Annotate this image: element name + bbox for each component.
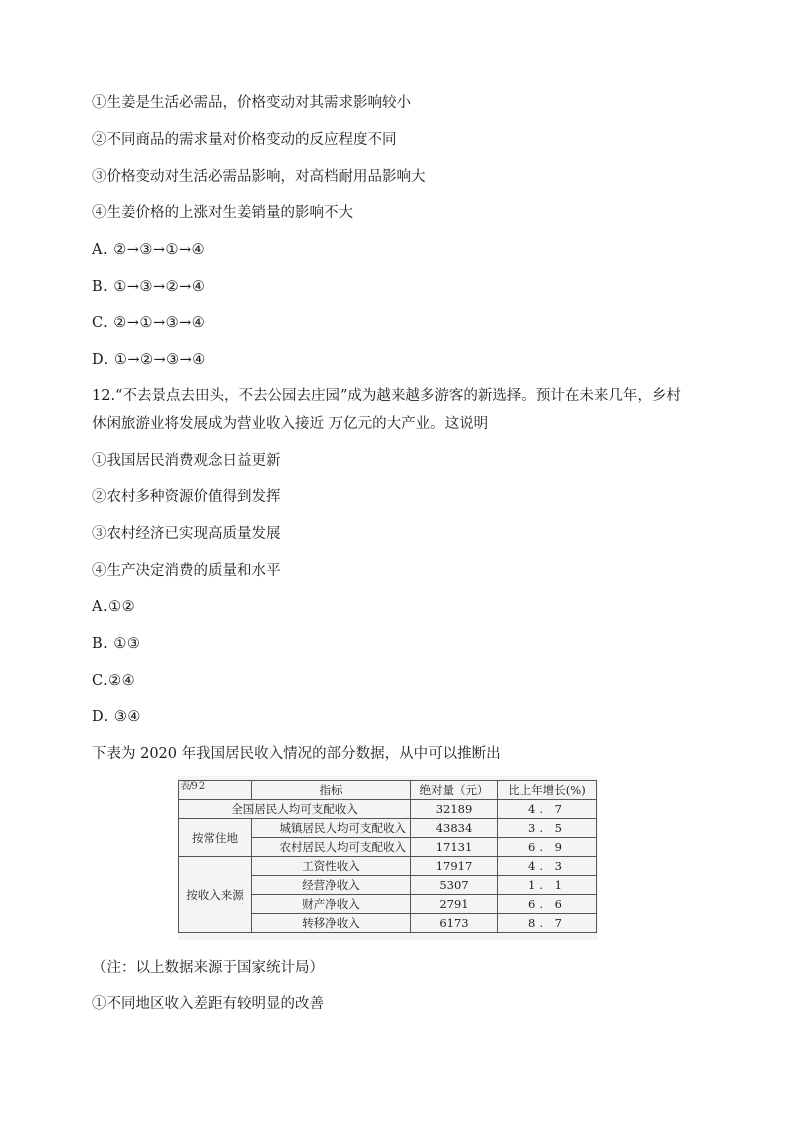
income-table-image [178,776,598,940]
table-row [179,857,597,876]
row-indicator: 工资性收入 [252,857,411,876]
q12-stem-line-1: 12.“不去景点去田头，不去公园去庄园”成为越来越多游客的新选择。预计在未来几年，乡村 [92,388,681,404]
row-indicator: 城镇居民人均可支配收入 [252,819,411,838]
row-indicator: 转移净收入 [252,914,411,933]
row-category: 按常住地 [179,819,252,857]
q11-option-b: B. ①→③→②→④ [92,279,206,295]
q11-statement-1: ①生姜是生活必需品，价格变动对其需求影响较小 [92,95,411,111]
row-growth: 8. 7 [498,914,597,933]
row-growth: 4. 7 [498,800,597,819]
header-absolute: 绝对量（元） [411,781,498,800]
table-row [179,819,597,838]
header-blank [179,781,252,800]
table-header-row [179,781,597,800]
row-indicator: 财产净收入 [252,895,411,914]
row-absolute: 17917 [411,857,498,876]
row-growth: 6. 6 [498,895,597,914]
q13-statement-1: ①不同地区收入差距有较明显的改善 [92,996,324,1012]
q12-statement-3: ③农村经济已实现高质量发展 [92,526,281,542]
q11-option-c: C. ②→①→③→④ [92,315,206,331]
q11-option-a: A. ②→③→①→④ [92,242,206,258]
q12-statement-4: ④生产决定消费的质量和水平 [92,563,281,579]
q12-statement-1: ①我国居民消费观念日益更新 [92,453,281,469]
row-absolute: 6173 [411,914,498,933]
header-growth: 比上年增长(%) [498,781,597,800]
q12-stem-line-2: 休闲旅游业将发展成为营业收入接近 万亿元的大产业。这说明 [92,416,489,432]
row-indicator: 农村居民人均可支配收入 [252,838,411,857]
row-indicator: 经营净收入 [252,876,411,895]
table-row [179,800,597,819]
row-growth: 1. 1 [498,876,597,895]
q12-option-d: D. ③④ [92,709,141,725]
row-growth: 3. 5 [498,819,597,838]
row-absolute: 32189 [411,800,498,819]
row-absolute: 43834 [411,819,498,838]
q11-option-d: D. ①→②→③→④ [92,352,206,368]
q13-stem: 下表为 2020 年我国居民收入情况的部分数据，从中可以推断出 [92,746,501,762]
q11-statement-4: ④生姜价格的上涨对生姜销量的影响不大 [92,205,353,221]
q13-note: （注：以上数据来源于国家统计局） [92,960,324,976]
q11-statement-3: ③价格变动对生活必需品影响，对高档耐用品影响大 [92,169,426,185]
row-absolute: 2791 [411,895,498,914]
q12-option-c: C.②④ [92,673,136,689]
q11-statement-2: ②不同商品的需求量对价格变动的反应程度不同 [92,132,397,148]
row-absolute: 5307 [411,876,498,895]
q12-option-b: B. ①③ [92,636,141,652]
row-growth: 6. 9 [498,838,597,857]
table-cut-label: 表/9 2 [180,781,205,792]
header-indicator: 指标 [252,781,411,800]
q12-statement-2: ②农村多种资源价值得到发挥 [92,489,281,505]
row-indicator: 全国居民人均可支配收入 [179,800,411,819]
row-growth: 4. 3 [498,857,597,876]
row-absolute: 17131 [411,838,498,857]
q12-option-a: A.①② [92,599,136,615]
income-table [178,780,597,933]
row-category: 按收入来源 [179,857,252,933]
